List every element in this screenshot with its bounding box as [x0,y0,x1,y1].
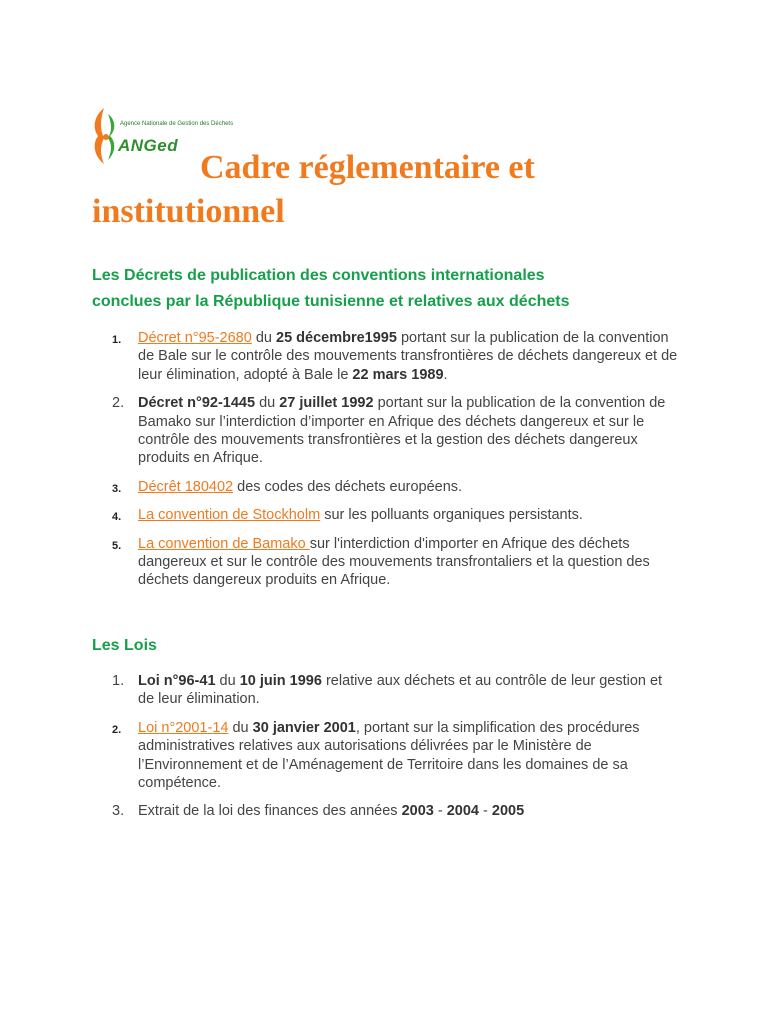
list-number: 3. [112,482,122,495]
list-text: Extrait de la loi des finances des années [138,803,402,820]
list-item [92,802,682,820]
list-item [92,506,682,524]
convention-stockholm-link[interactable]: La convention de Stockholm [138,507,321,524]
page-title-line2: institutionnel [92,193,285,230]
date-text: 30 janvier 2001 [252,719,356,736]
page-title [92,146,712,234]
list-item [92,672,682,709]
decret-title-text: Décret n°92-1445 [138,395,256,412]
list-text: portant sur la publication de la convention de Bale sur le contrôle des mouvements transfrontières de déchets dangereux et de leur élimination, adopté à Bale le [138,330,678,383]
year-text: 2003 [401,803,434,820]
list-number: 4. [112,511,122,524]
section-heading-decrets [92,263,712,315]
list-item [92,719,682,793]
page-title-line1: Cadre réglementaire et [200,149,535,186]
list-number: 3. [112,803,125,820]
date-text: 10 juin 1996 [239,673,322,689]
section-heading-lois: Les Lois [92,637,157,654]
date-text: 27 juillet 1992 [279,395,374,412]
list-text: du [251,330,276,346]
decrets-list [92,329,682,600]
list-text: du [228,719,253,736]
list-item [92,478,682,496]
convention-bamako-link[interactable]: La convention de Bamako [138,535,310,552]
list-text: des codes des déchets européens. [233,478,463,495]
logo-tagline: Agence Nationale de Gestion des Déchets [120,121,234,127]
list-item [92,394,682,468]
list-number: 2. [112,723,122,736]
date-text: 25 décembre1995 [276,330,397,346]
section-heading-decrets-line1: Les Décrets de publication des conventions internationales [92,267,545,284]
list-text: , portant sur la simplification des procédures administratives relatives aux autorisations délivrées par le Ministère de l’Environnement et de l’Aménagement de Territoire dans les domaines de sa compétence. [138,719,640,792]
list-text: - [433,803,447,820]
list-number: 2. [112,395,125,412]
loi-2001-14-link[interactable]: Loi n°2001-14 [138,719,229,736]
list-item [92,535,682,590]
list-number: 1. [112,673,125,689]
list-text: - [479,803,492,820]
decret-180402-link[interactable]: Décrêt 180402 [138,478,234,495]
logo-wordmark: ANGed [118,136,179,155]
section-heading-decrets-line2: conclues par la République tunisienne et relatives aux déchets [92,293,570,310]
date-text: 22 mars 1989 [352,366,444,383]
list-text: du [215,673,240,689]
list-number: 5. [112,539,122,552]
list-text: sur l'interdiction d'importer en Afrique des déchets dangereux et sur le contrôle des mouvements transfrontaliers et la question des déchets dangereux produits en Afrique. [138,535,650,589]
list-text: du [255,395,280,412]
list-text: portant sur la publication de la convention de Bamako sur l’interdiction d’importer en Afrique des déchets dangereux et sur le contrôle des mouvements transfrontières et la gestion des déchets dangereux produits en Afrique. [138,395,666,467]
list-text: sur les polluants organiques persistants. [320,507,583,524]
list-item [92,329,682,384]
loi-title-text: Loi n°96-41 [138,673,216,689]
list-text: . [443,366,448,383]
decret-95-2680-link[interactable]: Décret n°95-2680 [138,330,252,346]
year-text: 2004 [446,803,479,820]
list-text: relative aux déchets et au contrôle de leur gestion et de leur élimination. [138,673,663,708]
list-number: 1. [112,334,122,346]
lois-list [92,672,682,831]
year-text: 2005 [491,803,525,820]
